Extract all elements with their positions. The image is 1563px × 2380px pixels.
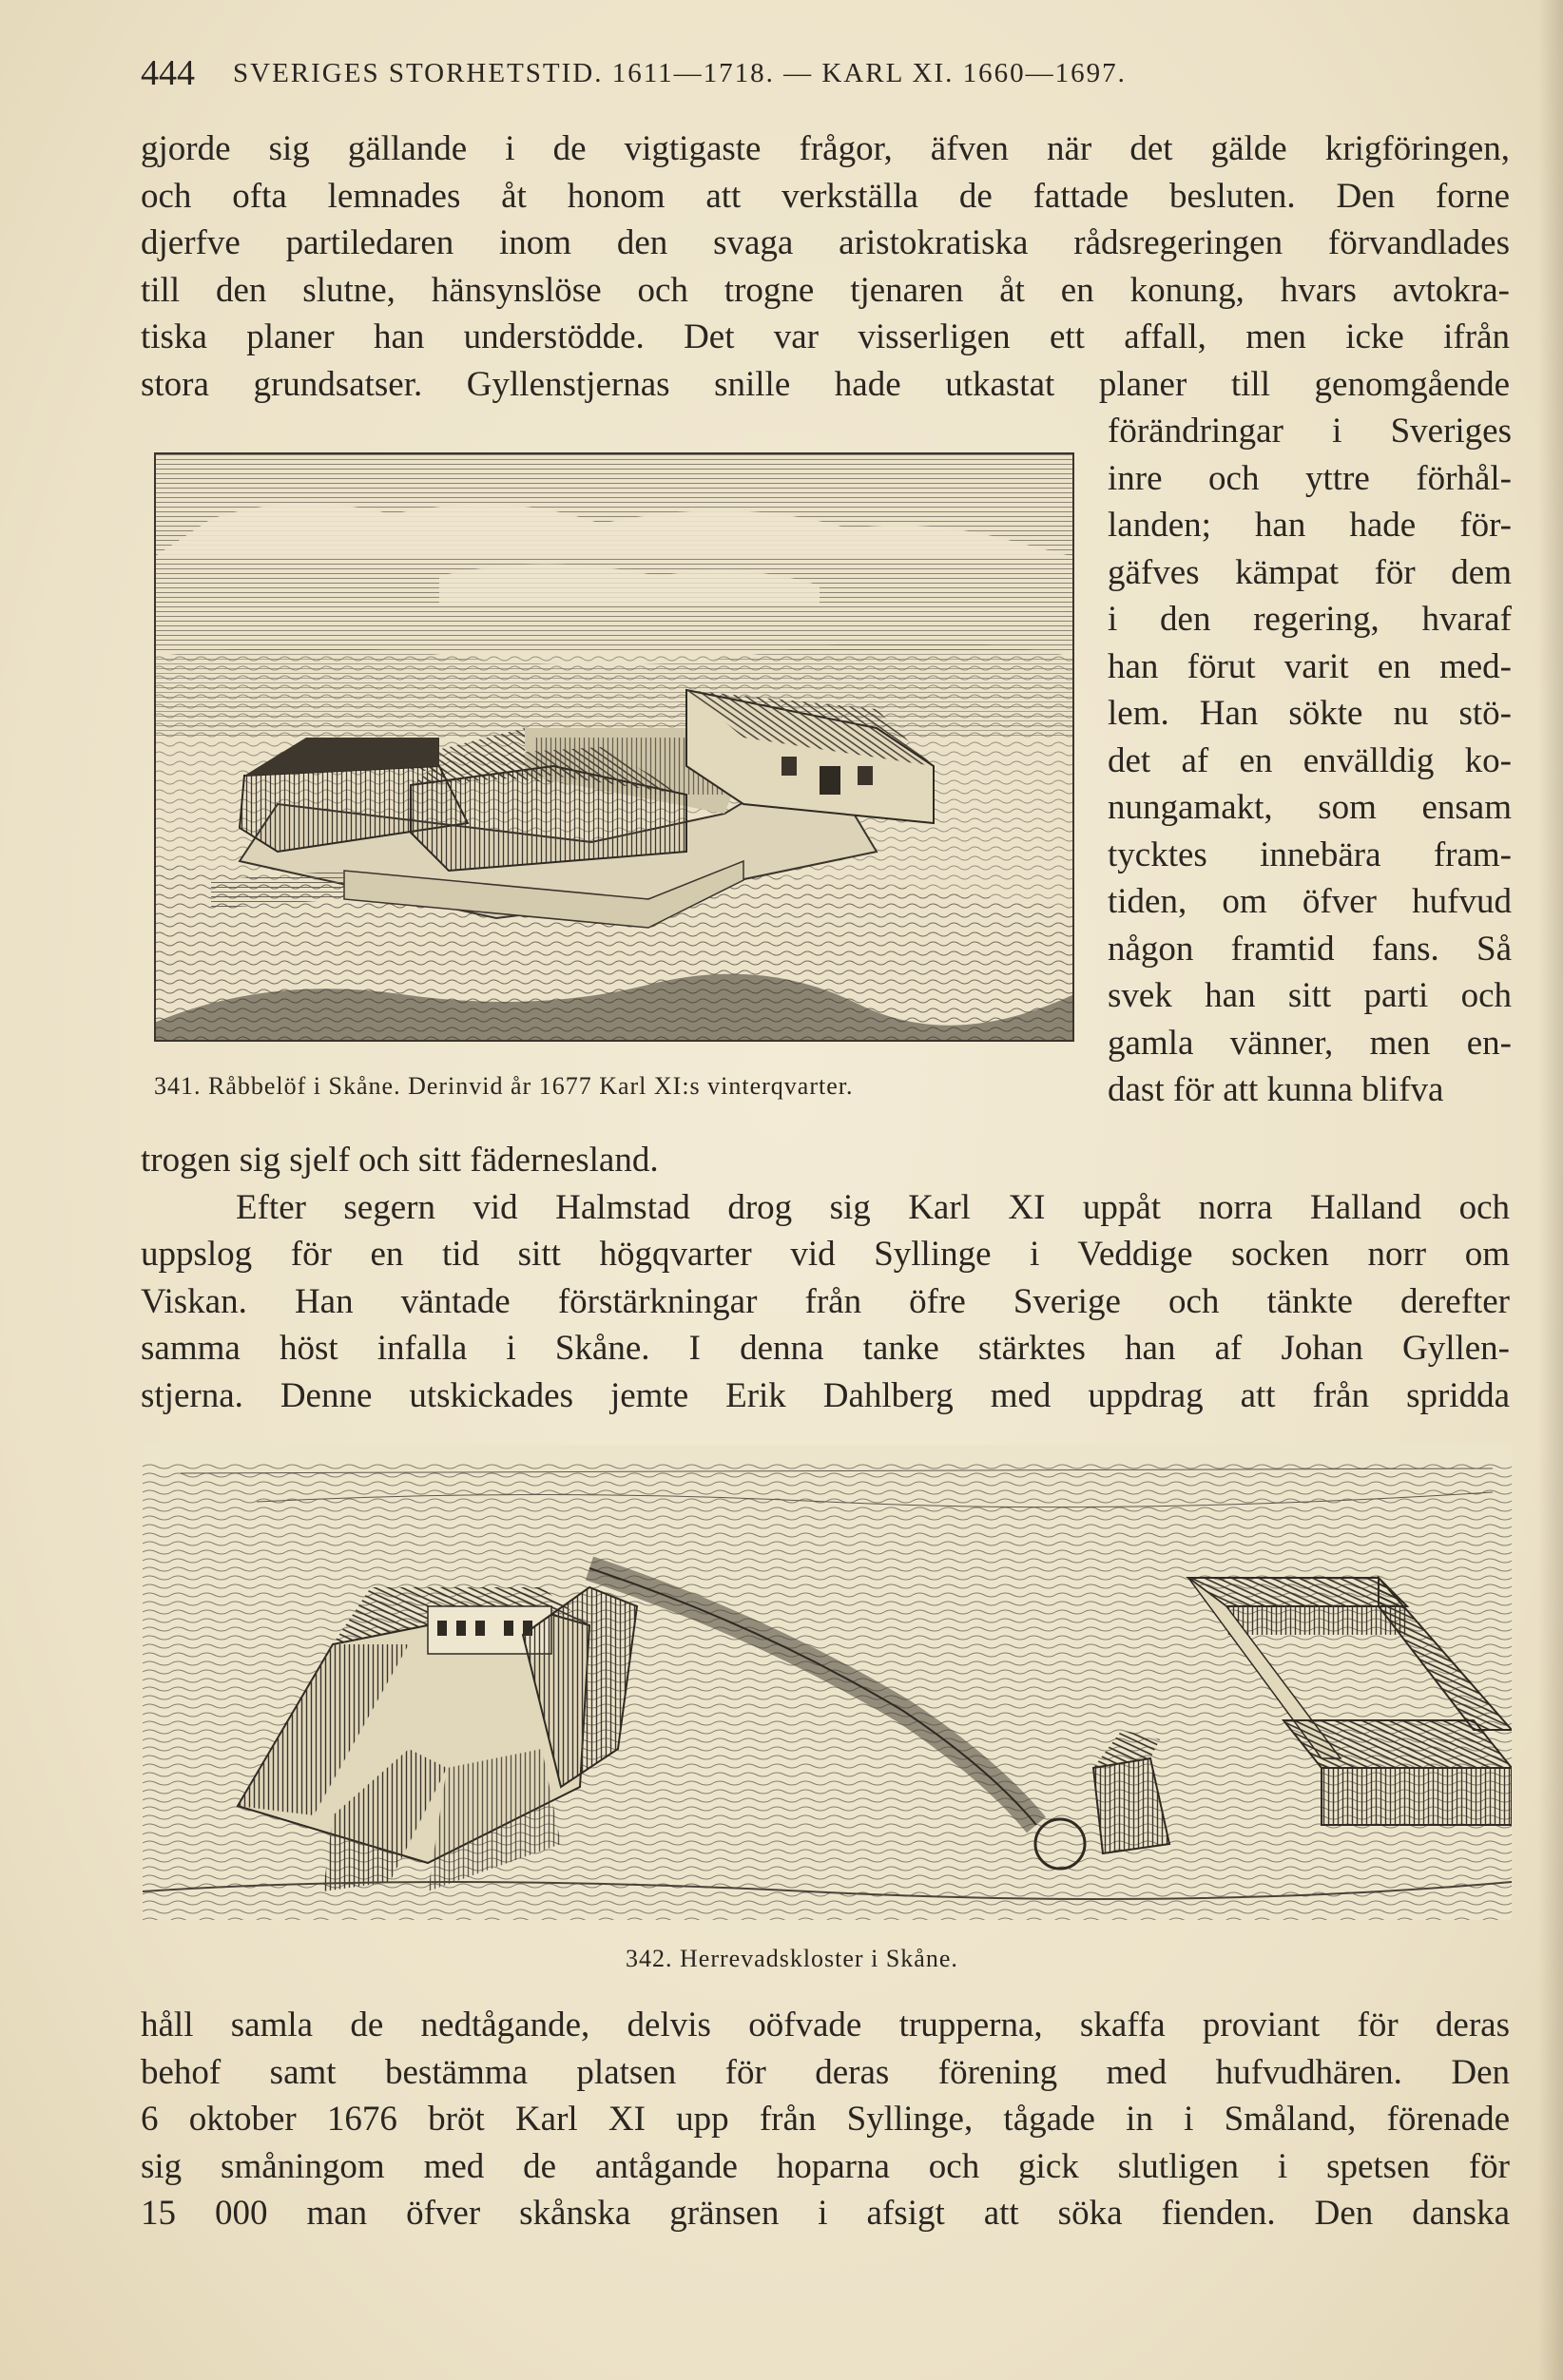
text-line: behof samt bestämma platsen för deras förening med hufvudhären. Den	[141, 2053, 1510, 2092]
running-title: SVERIGES STORHETSTID. 1611—1718. — KARL XI. 1660—1697.	[233, 58, 1127, 88]
text-line: svek han sitt parti och	[1108, 976, 1512, 1015]
text-line: samma höst infalla i Skåne. I denna tanke stärktes han af Johan Gyllen-	[141, 1329, 1510, 1368]
text-line: gjorde sig gällande i de vigtigaste frågor, äfven när det gälde krigföringen,	[141, 129, 1510, 168]
figure-342-engraving	[143, 1445, 1512, 1920]
page-number: 444	[141, 53, 195, 93]
text-line: någon framtid fans. Så	[1108, 930, 1512, 969]
text-line: till den slutne, hänsynslöse och trogne tjenaren åt en konung, hvars avtokra-	[141, 271, 1510, 310]
text-line: uppslog för en tid sitt högqvarter vid Syllinge i Veddige socken norr om	[141, 1235, 1510, 1274]
figure-341-engraving	[154, 452, 1074, 1042]
figure-342-caption: 342. Herrevadskloster i Skåne.	[626, 1945, 958, 1972]
text-line: landen; han hade för-	[1108, 506, 1512, 545]
text-line: trogen sig sjelf och sitt fädernesland.	[141, 1141, 659, 1180]
text-line: gäfves kämpat för dem	[1108, 553, 1512, 592]
text-line: nungamakt, som ensam	[1108, 788, 1512, 827]
text-line: inre och yttre förhål-	[1108, 459, 1512, 498]
text-line: stora grundsatser. Gyllenstjernas snille hade utkastat planer till genomgående	[141, 365, 1510, 404]
text-line: tycktes innebära fram-	[1108, 835, 1512, 874]
text-line: han förut varit en med-	[1108, 647, 1512, 686]
text-line: lem. Han sökte nu stö-	[1108, 694, 1512, 733]
text-line: Efter segern vid Halmstad drog sig Karl XI uppåt norra Halland och	[236, 1188, 1510, 1227]
text-line: tiden, om öfver hufvud	[1108, 882, 1512, 921]
text-line: håll samla de nedtågande, delvis oöfvade trupperna, skaffa proviant för deras	[141, 2006, 1510, 2044]
page-edge-shadow	[1538, 0, 1563, 2380]
text-line: djerfve partiledaren inom den svaga aristokratiska rådsregeringen förvandlades	[141, 223, 1510, 262]
text-line: i den regering, hvaraf	[1108, 600, 1512, 639]
text-line: sig småningom med de antågande hoparna och gick slutligen i spetsen för	[141, 2147, 1510, 2186]
figure-341-caption: 341. Råbbelöf i Skåne. Derinvid år 1677 Karl XI:s vinterqvarter.	[154, 1072, 854, 1100]
text-line: 6 oktober 1676 bröt Karl XI upp från Syllinge, tågade in i Småland, förenade	[141, 2100, 1510, 2139]
text-line: och ofta lemnades åt honom att verkställa de fattade besluten. Den forne	[141, 177, 1510, 216]
text-line: dast för att kunna blifva	[1108, 1070, 1444, 1109]
text-line: tiska planer han understödde. Det var visserligen ett affall, men icke ifrån	[141, 317, 1510, 356]
text-line: det af en envälldig ko-	[1108, 741, 1512, 780]
text-line: 15 000 man öfver skånska gränsen i afsigt att söka fienden. Den danska	[141, 2194, 1510, 2233]
text-line: stjerna. Denne utskickades jemte Erik Dahlberg med uppdrag att från spridda	[141, 1376, 1510, 1415]
text-line: Viskan. Han väntade förstärkningar från öfre Sverige och tänkte derefter	[141, 1282, 1510, 1321]
text-line: förändringar i Sveriges	[1108, 412, 1512, 451]
text-line: gamla vänner, men en-	[1108, 1024, 1512, 1063]
running-header	[141, 49, 1510, 93]
